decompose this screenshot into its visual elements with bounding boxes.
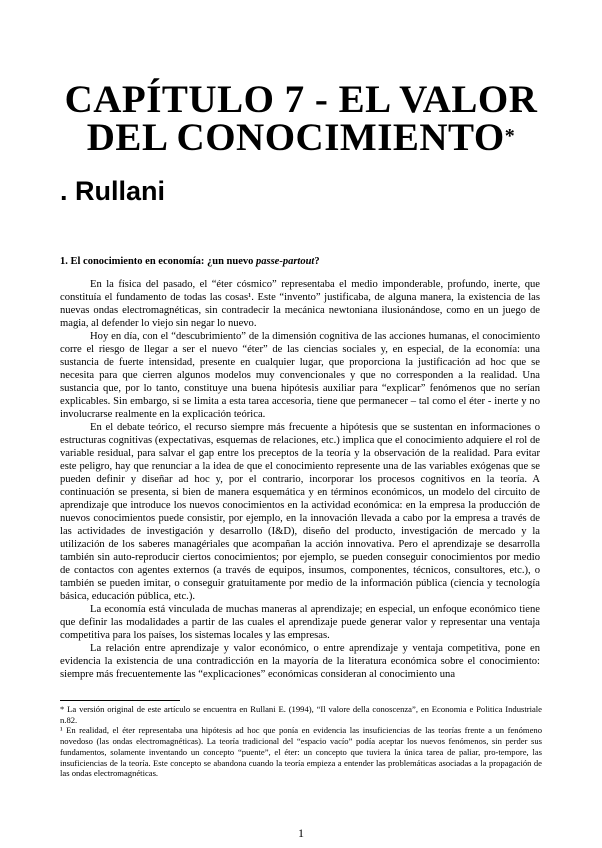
footnote: ¹ En realidad, el éter representaba una hipótesis ad hoc que ponía en evidencia las insuficiencias de las teorías frente a un fenómeno novedoso (las ondas electromagnéticas). La teoría tradicional del “espacio vacío” podía aceptar los nuevos fenómenos, sin perder sus fundamentos, solamente inventando un concepto “puente”, el éter: un concepto que tuviera la única tarea de paliar, pro-tempore, las insuficiencias de la teoría. Este concepto se abandona cuando la teoría empieza a entender las problemáticas asociadas a la propagación de las ondas electromagnéticas. — [60, 725, 542, 779]
section-heading — [60, 256, 320, 267]
page-number: 1 — [298, 826, 304, 840]
paragraph: La economía está vinculada de muchas maneras al aprendizaje; en especial, un enfoque económico tiene que definir las modalidades a partir de las cuales el aprendizaje puede generar valor y representar una ventaja competitiva para los países, los sistemas locales y las empresas. — [60, 604, 540, 641]
footnotes — [60, 704, 542, 779]
chapter-title-line-2 — [0, 118, 602, 158]
author-name: . Rullani — [60, 176, 166, 206]
paragraph: La relación entre aprendizaje y valor económico, o entre aprendizaje y ventaja competitiva, pone en evidencia la existencia de una contradicción en la mayoría de la literatura económica sobre el conocimiento: siempre más frecuentemente las “explicaciones” económicas consideran al conocimiento una — [60, 643, 540, 680]
title-footnote-mark: * — [504, 125, 516, 147]
chapter-title-line-1: CAPÍTULO 7 - EL VALOR — [64, 78, 538, 121]
body-text — [60, 278, 540, 681]
footnote: * La versión original de este artículo se encuentra en Rullani E. (1994), “Il valore della conoscenza”, en Economia e Politica Industriale n.82. — [60, 704, 542, 725]
paragraph: En el debate teórico, el recurso siempre más frecuente a hipótesis que se sustentan en informaciones o estructuras cognitivas (expectativas, esquemas de relaciones, etc.) implica que el conocimiento adquiere el rol de variable residual, para salvar el gap entre los preceptos de la teoría y la observación de la realidad. Para evitar este peligro, hay que renunciar a la idea de que el conocimiento represente una de las variables exógenas que se pueden definir y diseñar ad hoc y, por el contrario, incorporar los procesos cognitivos en la teoría. A continuación se presenta, si bien de manera esquemática y en términos económicos, un modelo del circuito de aprendizaje que introduce los nuevos conocimientos en la actividad económica: en la empresa la producción de nuevos conocimientos puede consistir, por ejemplo, en la innovación llevada a cabo por la empresa a través de las actividades de investigación y desarrollo (I&D), diseño del producto, investigación de mercado y la utilización de los saberes managériales que acompañan la acción innovativa. Pero el aprendizaje se desarrolla también sin auto-reproducir ciertos conocimientos; por ejemplo, se pueden conseguir conocimientos por medio de contactos con agentes externos (a través de equipos, insumos, componentes, técnicos, consultores, etc.), o también se pueden imitar, o conseguir gratuitamente por medio de la información pública (ciencia y tecnología básica, educación pública, etc.). — [60, 422, 540, 602]
paragraph: Hoy en día, con el “descubrimiento” de la dimensión cognitiva de las acciones humanas, el conocimiento corre el riesgo de llegar a ser el nuevo “éter” de las ciencias sociales y, en especial, de la economía: una sustancia de fuerte intensidad, presente en cualquier lugar, que proporciona la justificación ad hoc que se necesita para que cierren algunos modelos muy convencionales y que no corresponden a la realidad. Una sustancia que, por lo tanto, constituye una buena hipótesis auxiliar para “explicar” fenómenos que no serían explicables. Sin embargo, si se limita a esta tarea accesoria, tiene que permanecer – tal como el éter - inerte y no involucrarse realmente en la explicación teórica. — [60, 331, 540, 420]
section-heading-italic: passe-partout — [256, 256, 315, 267]
paragraph: En la física del pasado, el “éter cósmico” representaba el medio imponderable, profundo, inerte, que constituía el fundamento de todas las cosas¹. Este “invento” justificaba, de alguna manera, la existencia de las nuevas ondas electromagnéticas, sin contradecir la mecánica newtoniana ilusionándose, como en un juego de magia, al defender lo viejo sin negar lo nuevo. — [60, 279, 540, 329]
section-heading-end: ? — [314, 256, 320, 267]
footnote-divider — [60, 700, 180, 701]
chapter-title-text: DEL CONOCIMIENTO — [86, 116, 505, 159]
section-heading-text: 1. El conocimiento en economía: ¿un nuevo — [60, 256, 256, 267]
